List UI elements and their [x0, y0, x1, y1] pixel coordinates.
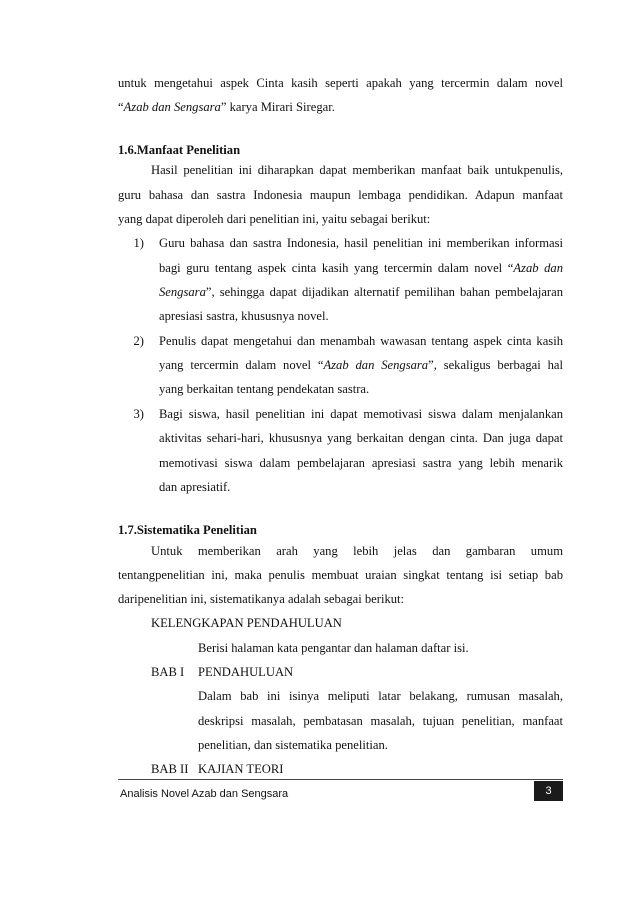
sistematika-para-line-2: tentangpenelitian ini, maka penulis membuat uraian singkat tentang isi setiap bab [118, 568, 563, 582]
sistematika-para-line-3: daripenelitian ini, sistematikanya adalah sebagai berikut: [118, 592, 405, 606]
item-3-line-1: Bagi siswa, hasil penelitian ini dapat memotivasi siswa dalam menjalankan [159, 407, 563, 421]
kelengkapan-title: KELENGKAPAN PENDAHULUAN [151, 616, 342, 630]
novel-title: Sengsara [159, 285, 206, 299]
bab-1-desc-line-3: penelitian, dan sistematika penelitian. [198, 738, 388, 752]
manfaat-para-line-2: guru bahasa dan sastra Indonesia maupun lembaga pendidikan. Adapun manfaat [118, 188, 563, 202]
manfaat-para-line-1: Hasil penelitian ini diharapkan dapat memberikan manfaat baik untukpenulis, [151, 163, 563, 177]
quote-open: “ [118, 100, 124, 114]
item-2-line-2-pre: yang tercermin dalam novel “ [159, 358, 324, 372]
item-1-line-2 [159, 260, 563, 276]
novel-title: Azab dan Sengsara [123, 100, 221, 114]
item-2-line-2 [159, 357, 563, 373]
section-heading-sistematika: 1.7.Sistematika Penelitian [118, 523, 257, 537]
item-2-line-3: yang berkaitan tentang pendekatan sastra. [159, 382, 370, 396]
intro-line-2-rest: ” karya Mirari Siregar. [220, 100, 335, 114]
footer-title: Analisis Novel Azab dan Sengsara [120, 788, 289, 800]
page-number: 3 [534, 781, 563, 801]
novel-title: Azab dan Sengsara [323, 358, 429, 372]
bab-1-desc-line-1: Dalam bab ini isinya meliputi latar belakang, rumusan masalah, [198, 689, 563, 703]
section-heading-manfaat: 1.6.Manfaat Penelitian [118, 143, 241, 157]
list-number-3: 3) [133, 407, 144, 421]
item-3-line-4: dan apresiatif. [159, 480, 231, 494]
item-1-line-3-rest: ”, sehingga dapat dijadikan alternatif pemilihan bahan pembelajaran [205, 285, 563, 299]
bab-2-label: BAB II [151, 762, 189, 776]
bab-1-label: BAB I [151, 665, 185, 679]
kelengkapan-desc: Berisi halaman kata pengantar dan halaman daftar isi. [198, 641, 469, 655]
intro-line-1: untuk mengetahui aspek Cinta kasih seperti apakah yang tercermin dalam novel [118, 76, 563, 90]
bab-1-title: PENDAHULUAN [198, 665, 294, 679]
item-3-line-2: aktivitas sehari-hari, khususnya yang berkaitan dengan cinta. Dan juga dapat [159, 431, 563, 445]
manfaat-para-line-3: yang dapat diperoleh dari penelitian ini, yaitu sebagai berikut: [118, 212, 431, 226]
sistematika-para-line-1: Untuk memberikan arah yang lebih jelas dan gambaran umum [151, 544, 563, 558]
bab-1-desc-line-2: deskripsi masalah, pembatasan masalah, tujuan penelitian, manfaat [198, 714, 563, 728]
list-number-1: 1) [133, 236, 144, 250]
novel-title: Azab dan [513, 261, 563, 275]
intro-line-2 [118, 99, 335, 115]
item-1-line-2-pre: bagi guru tentang aspek cinta kasih yang tercermin dalam novel “ [159, 261, 514, 275]
item-1-line-1: Guru bahasa dan sastra Indonesia, hasil penelitian ini memberikan informasi [159, 236, 563, 250]
bab-2-title: KAJIAN TEORI [198, 762, 284, 776]
footer-divider [118, 779, 563, 780]
item-3-line-3: memotivasi siswa dalam pembelajaran apresiasi sastra yang lebih menarik [159, 456, 563, 470]
list-number-2: 2) [133, 334, 144, 348]
item-2-line-2-rest: ”, sekaligus berbagai hal [428, 358, 563, 372]
item-1-line-4: apresiasi sastra, khususnya novel. [159, 309, 329, 323]
item-1-line-3 [159, 284, 563, 300]
item-2-line-1: Penulis dapat mengetahui dan menambah wawasan tentang aspek cinta kasih [159, 334, 563, 348]
